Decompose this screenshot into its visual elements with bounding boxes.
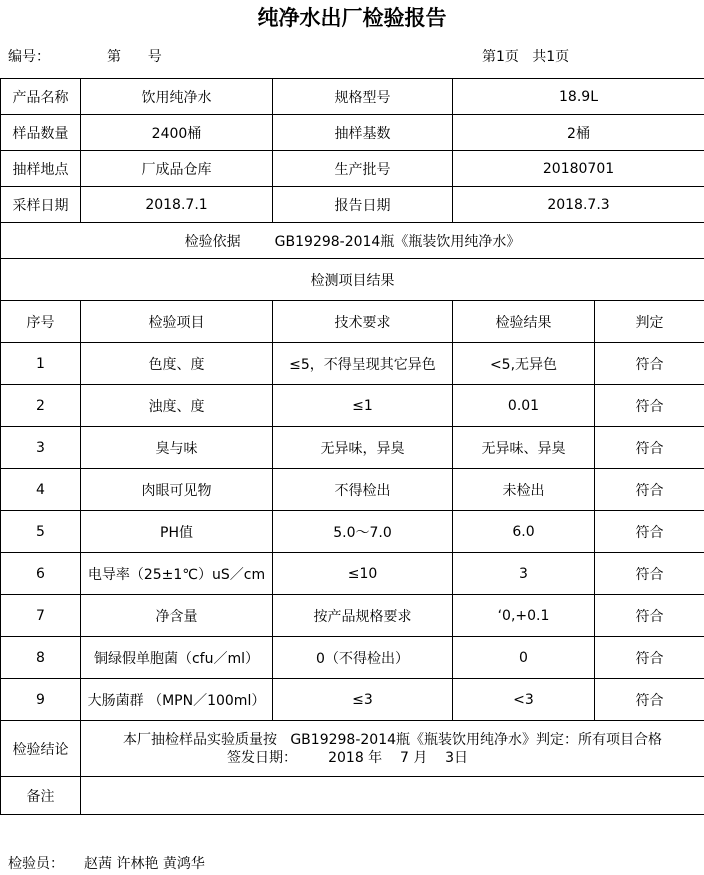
col-header-verdict: 判定 bbox=[595, 301, 704, 343]
remarks-label: 备注 bbox=[1, 777, 81, 815]
row-no: 4 bbox=[1, 469, 81, 511]
col-header-item: 检验项目 bbox=[81, 301, 273, 343]
section-title: 检测项目结果 bbox=[1, 259, 704, 301]
basis-value: GB19298-2014瓶《瓶装饮用纯净水》 bbox=[274, 233, 521, 250]
row-verdict: 符合 bbox=[595, 679, 704, 721]
row-result: <3 bbox=[453, 679, 595, 721]
row-requirement: 无异味，异臭 bbox=[273, 427, 453, 469]
row-result: 未检出 bbox=[453, 469, 595, 511]
row-no: 8 bbox=[1, 637, 81, 679]
row-item: 电导率（25±1℃）uS／cm bbox=[81, 553, 273, 595]
row-result: <5,无异色 bbox=[453, 343, 595, 385]
batch-label: 生产批号 bbox=[273, 151, 453, 187]
sample-base-value: 2桶 bbox=[453, 115, 704, 151]
remarks-value bbox=[81, 777, 704, 815]
row-requirement: 不得检出 bbox=[273, 469, 453, 511]
info-row-quantity bbox=[1, 115, 704, 151]
row-result: 无异味、异臭 bbox=[453, 427, 595, 469]
section-title-row bbox=[1, 259, 704, 301]
conclusion-row bbox=[1, 721, 704, 777]
row-item: 铜绿假单胞菌（cfu／ml） bbox=[81, 637, 273, 679]
results-header-row bbox=[1, 301, 704, 343]
inspector-label: 检验员： bbox=[8, 856, 64, 872]
conclusion-issue-date: 签发日期： 2018 年 7 月 3日 bbox=[226, 749, 469, 766]
sample-qty-value: 2400桶 bbox=[81, 115, 273, 151]
sample-date-label: 采样日期 bbox=[1, 187, 81, 223]
row-item: PH值 bbox=[81, 511, 273, 553]
row-requirement: ≤10 bbox=[273, 553, 453, 595]
row-result: ‘0,+0.1 bbox=[453, 595, 595, 637]
col-header-requirement: 技术要求 bbox=[273, 301, 453, 343]
table-row bbox=[1, 385, 704, 427]
row-item: 浊度、度 bbox=[81, 385, 273, 427]
report-date-value: 2018.7.3 bbox=[453, 187, 704, 223]
row-verdict: 符合 bbox=[595, 469, 704, 511]
row-requirement: 按产品规格要求 bbox=[273, 595, 453, 637]
row-verdict: 符合 bbox=[595, 595, 704, 637]
remarks-row bbox=[1, 777, 704, 815]
col-header-result: 检验结果 bbox=[453, 301, 595, 343]
row-no: 1 bbox=[1, 343, 81, 385]
table-row bbox=[1, 637, 704, 679]
row-verdict: 符合 bbox=[595, 637, 704, 679]
row-result: 3 bbox=[453, 553, 595, 595]
row-requirement: 0（不得检出） bbox=[273, 637, 453, 679]
row-requirement: ≤5，不得呈现其它异色 bbox=[273, 343, 453, 385]
row-item: 臭与味 bbox=[81, 427, 273, 469]
row-result: 0.01 bbox=[453, 385, 595, 427]
product-name-value: 饮用纯净水 bbox=[81, 79, 273, 115]
sample-qty-label: 样品数量 bbox=[1, 115, 81, 151]
row-item: 净含量 bbox=[81, 595, 273, 637]
table-row bbox=[1, 679, 704, 721]
table-row bbox=[1, 427, 704, 469]
sample-base-label: 抽样基数 bbox=[273, 115, 453, 151]
table-row bbox=[1, 469, 704, 511]
location-label: 抽样地点 bbox=[1, 151, 81, 187]
sample-date-value: 2018.7.1 bbox=[81, 187, 273, 223]
inspector-footer bbox=[0, 853, 704, 875]
row-result: 0 bbox=[453, 637, 595, 679]
row-no: 2 bbox=[1, 385, 81, 427]
basis-label: 检验依据 bbox=[184, 233, 241, 250]
row-verdict: 符合 bbox=[595, 343, 704, 385]
basis-cell bbox=[1, 223, 704, 259]
conclusion-cell bbox=[81, 721, 704, 777]
info-row-basis bbox=[1, 223, 704, 259]
serial-value: 第 号 bbox=[107, 49, 162, 65]
table-row bbox=[1, 511, 704, 553]
row-result: 6.0 bbox=[453, 511, 595, 553]
col-header-no: 序号 bbox=[1, 301, 81, 343]
table-row bbox=[1, 553, 704, 595]
conclusion-label: 检验结论 bbox=[1, 721, 81, 777]
row-requirement: ≤3 bbox=[273, 679, 453, 721]
report-table bbox=[0, 78, 704, 815]
row-no: 7 bbox=[1, 595, 81, 637]
row-no: 9 bbox=[1, 679, 81, 721]
row-item: 大肠菌群 （MPN／100ml） bbox=[81, 679, 273, 721]
row-verdict: 符合 bbox=[595, 427, 704, 469]
info-row-product bbox=[1, 79, 704, 115]
row-verdict: 符合 bbox=[595, 385, 704, 427]
product-name-label: 产品名称 bbox=[1, 79, 81, 115]
location-value: 厂成品仓库 bbox=[81, 151, 273, 187]
serial-label: 编号： bbox=[8, 49, 50, 65]
page-info: 第1页 共1页 bbox=[482, 49, 570, 65]
row-item: 肉眼可见物 bbox=[81, 469, 273, 511]
row-no: 3 bbox=[1, 427, 81, 469]
row-requirement: 5.0～7.0 bbox=[273, 511, 453, 553]
table-row bbox=[1, 343, 704, 385]
spec-label: 规格型号 bbox=[273, 79, 453, 115]
row-no: 6 bbox=[1, 553, 81, 595]
batch-value: 20180701 bbox=[453, 151, 704, 187]
report-title: 纯净水出厂检验报告 bbox=[257, 6, 447, 30]
row-item: 色度、度 bbox=[81, 343, 273, 385]
info-row-location bbox=[1, 151, 704, 187]
info-row-dates bbox=[1, 187, 704, 223]
row-requirement: ≤1 bbox=[273, 385, 453, 427]
row-verdict: 符合 bbox=[595, 553, 704, 595]
inspector-names: 赵茜 许林艳 黄鸿华 bbox=[84, 856, 205, 872]
report-date-label: 报告日期 bbox=[273, 187, 453, 223]
table-row bbox=[1, 595, 704, 637]
row-no: 5 bbox=[1, 511, 81, 553]
spec-value: 18.9L bbox=[453, 79, 704, 115]
conclusion-text: 本厂抽检样品实验质量按 GB19298-2014瓶《瓶装饮用纯净水》判定：所有项目合格 bbox=[122, 731, 663, 748]
row-verdict: 符合 bbox=[595, 511, 704, 553]
